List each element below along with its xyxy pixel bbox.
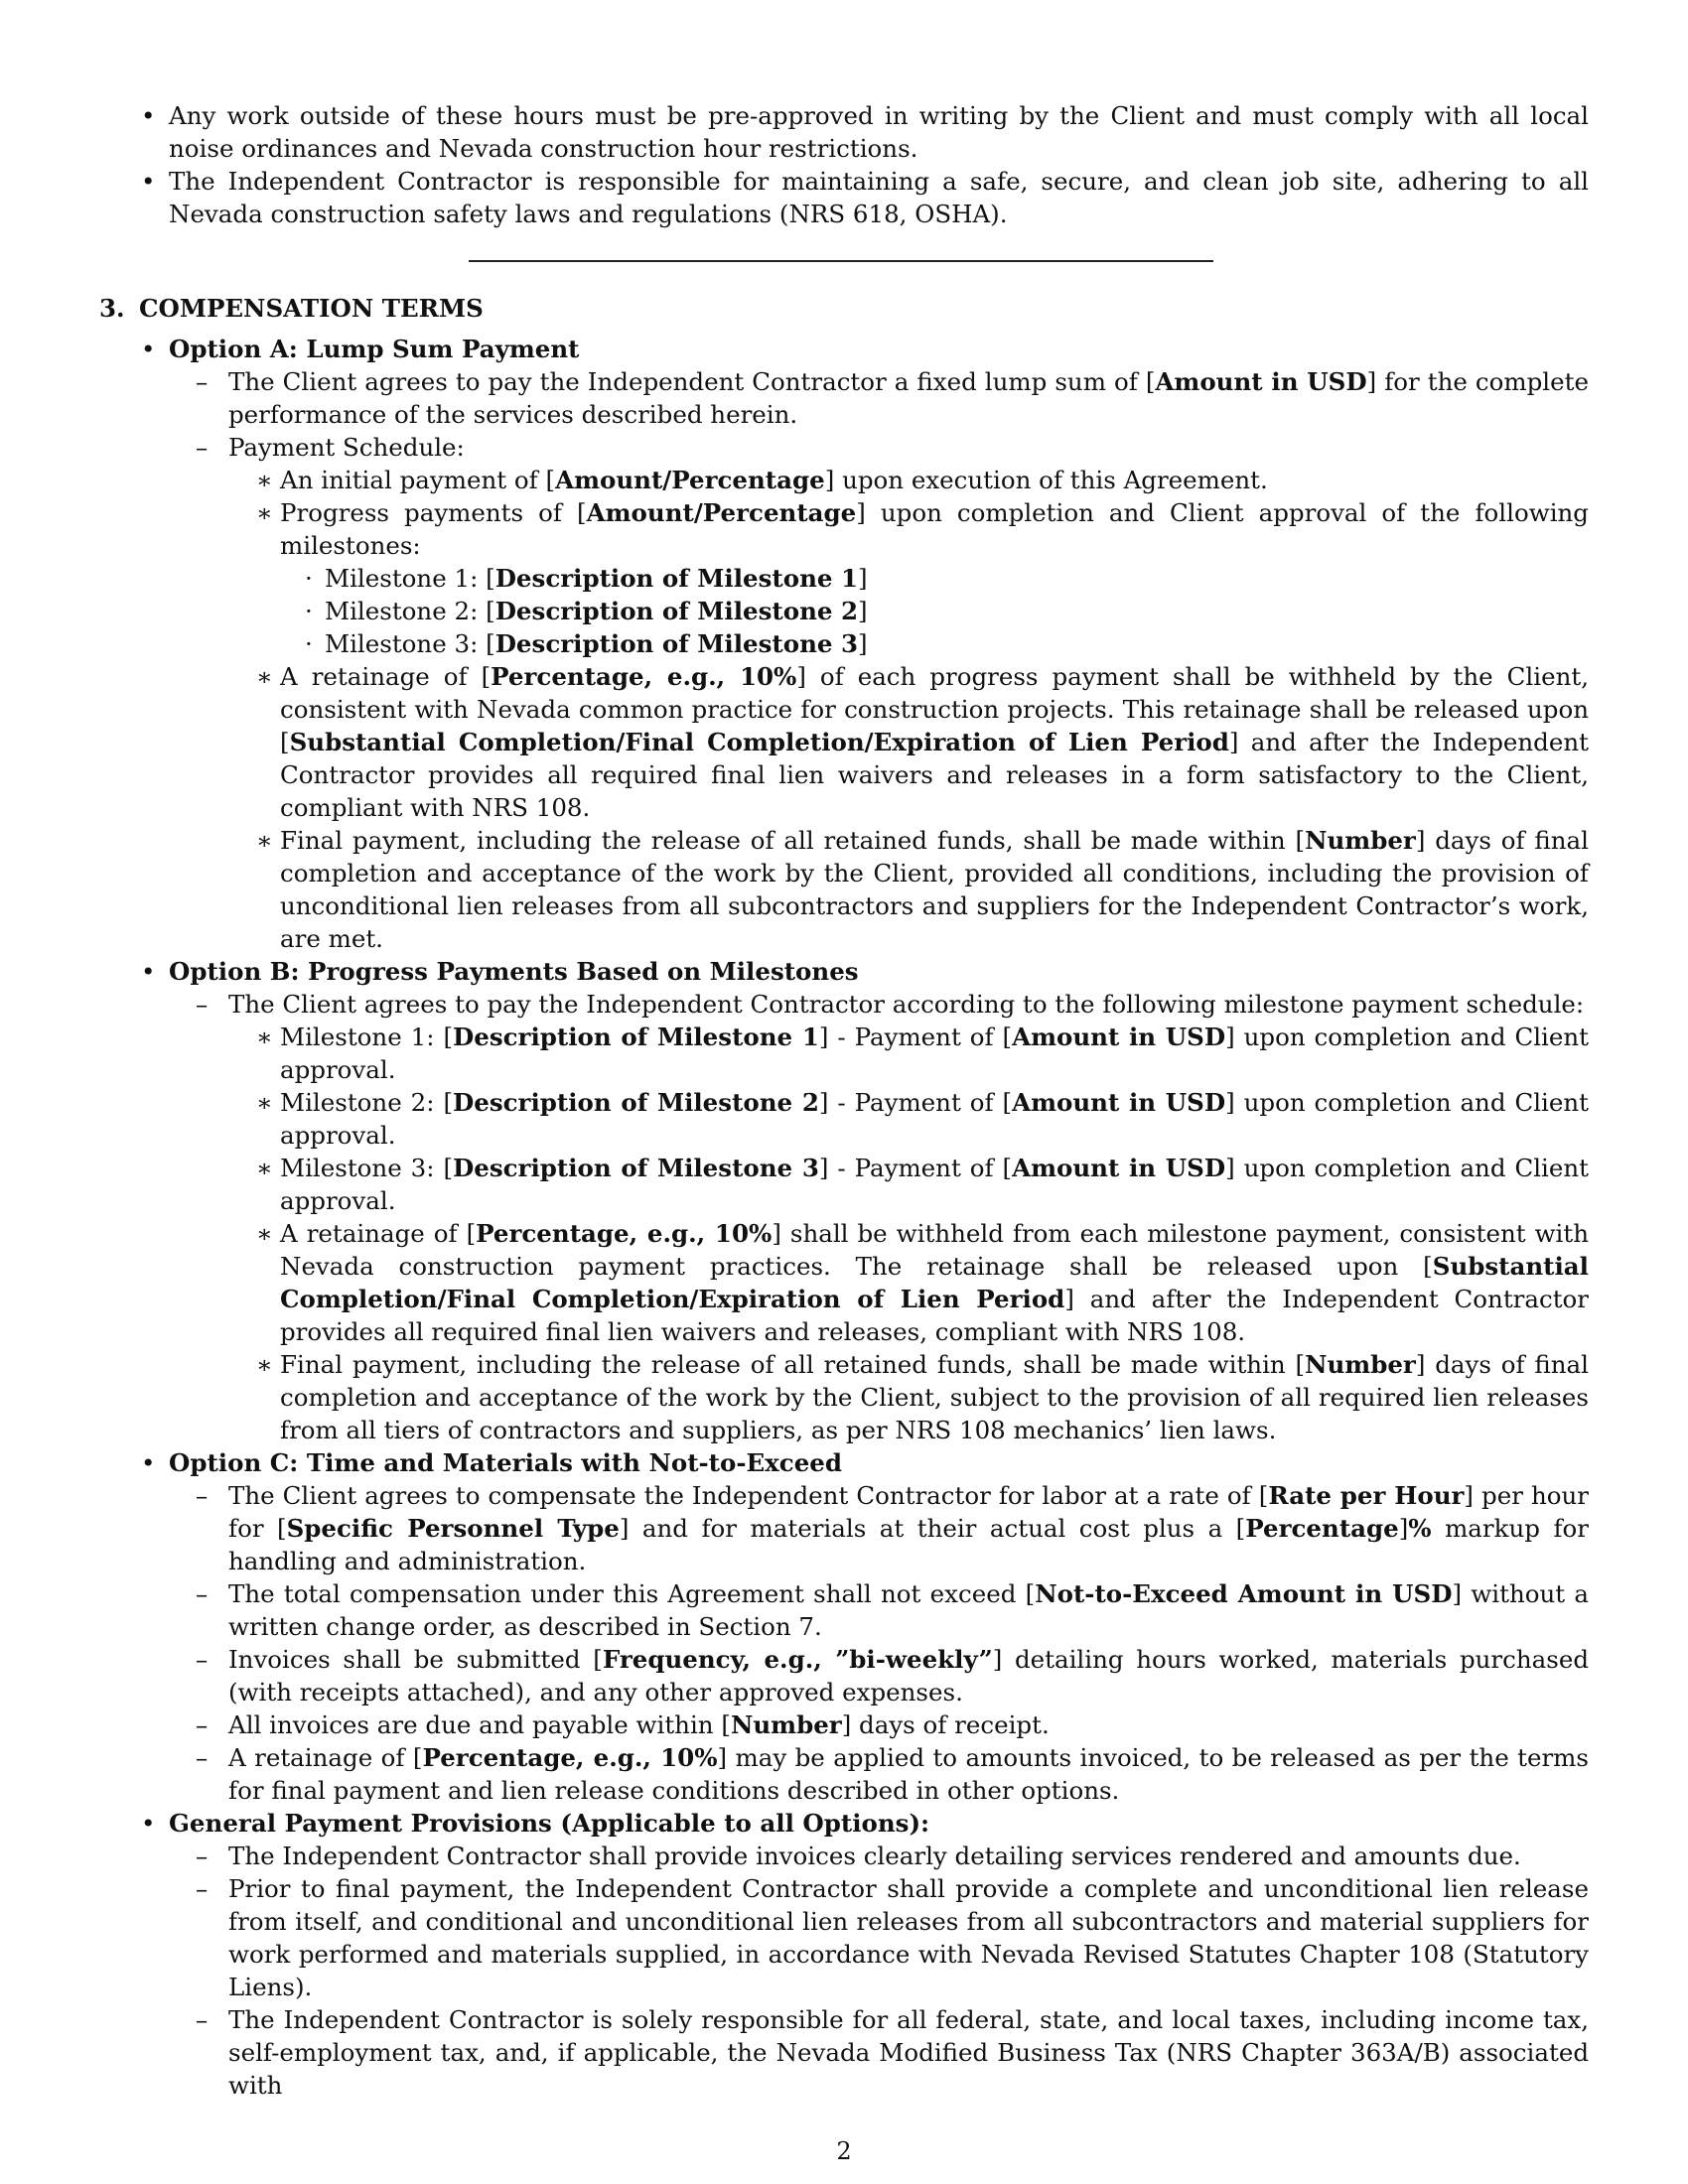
- star-marker: ∗: [256, 1088, 273, 1117]
- star-marker: ∗: [256, 826, 273, 855]
- list-item: ∗ A retainage of [Percentage, e.g., 10%] of each progress payment shall be withheld by the Client, consistent with Nevada common practice for construction projects. This retainage shall be released upon [Substantial Completion/Final Completion/Expiration of Lien Period] and after the Independent Contractor provides all required final lien waivers and releases in a form satisfactory to the Client, compliant with NRS 108.: [256, 662, 1589, 822]
- page-number: 2: [836, 2137, 852, 2165]
- list-item: – The Independent Contractor is solely responsible for all federal, state, and local taxes, including income tax, self-employment tax, and, if applicable, the Nevada Modified Business Tax (NRS Chapter 363A/B) associated with: [196, 2005, 1589, 2100]
- list-item: – All invoices are due and payable within [Number] days of receipt.: [196, 1710, 1050, 1739]
- list-item: – Prior to final payment, the Independent Contractor shall provide a complete and unconditional lien release from itself, and conditional and unconditional lien releases from all subcontractors and material suppliers for work performed and materials supplied, in accordance with Nevada Revised Statutes Chapter 108 (Statutory Liens).: [196, 1874, 1589, 2001]
- list-item: – The Client agrees to compensate the Independent Contractor for labor at a rate of [Rate per Hour] per hour for [Specific Personnel Type] and for materials at their actual cost plus a [Percentage]% markup for handling and administration.: [196, 1481, 1589, 1575]
- compensation-options-list: [99, 333, 1589, 2102]
- dash-marker: –: [196, 1579, 209, 1608]
- bullet-marker: •: [141, 1448, 156, 1477]
- list-item: · Milestone 2: [Description of Milestone 2]: [305, 597, 868, 625]
- general-provisions: [99, 1807, 1589, 2102]
- list-item: • The Independent Contractor is responsible for maintaining a safe, secure, and clean job site, adhering to all Nevada construction safety laws and regulations (NRS 618, OSHA).: [141, 167, 1589, 228]
- list-item: • Any work outside of these hours must be pre-approved in writing by the Client and must comply with all local noise ordinances and Nevada construction hour restrictions.: [141, 101, 1589, 163]
- bullet-marker: •: [141, 101, 156, 130]
- star-marker: ∗: [256, 662, 273, 691]
- star-marker: ∗: [256, 1219, 273, 1248]
- dot-marker: ·: [305, 597, 313, 625]
- list-item: ∗ A retainage of [Percentage, e.g., 10%] shall be withheld from each milestone payment, consistent with Nevada construction payment practices. The retainage shall be released upon [Substantial Completion/Final Completion/Expiration of Lien Period] and after the Independent Contractor provides all required final lien waivers and releases, compliant with NRS 108.: [256, 1219, 1590, 1346]
- list-item: – The Client agrees to pay the Independent Contractor according to the following milestone payment schedule: ∗ Milestone 1: [Description of Milestone 1] - Payment of [Amount in USD] upon completion and Client approval. ∗ Milestone 2: [Description of Milestone 2] - Payment of [Amount in USD] upon completion and Client approval. ∗ Milestone 3: [Description of Milestone 3] - Payment of [Amount in USD] upon completion and Client approval. ∗ A retainage of [Percentage, e.g., 10%] shall be withheld from each milestone payment, consistent with Nevada construction payment practices. The retainage shall be released upon [Substantial Completion/Final Completion/Expiration of Lien Period] and after the Independent Contractor provides all required final lien waivers and releases, compliant with NRS 108. ∗ Final payment, including the release of all retained funds, shall be made within [Number] days of final completion and acceptance of the work by the Client, subject to the provision of all required lien releases from all tiers of contractors and suppliers, as per NRS 108 mechanics’ lien laws.: [196, 990, 1590, 1444]
- dash-marker: –: [196, 1710, 209, 1739]
- payment-schedule: – Payment Schedule: ∗ An initial payment of [Amount/Percentage] upon execution of this Agreement. ∗ Progress payments of [Amount/Percentage] upon completion and Client approval of the following milestones: · Milestone 1: [Description of Milestone 1] · Milestone 2: [Description of Milestone 2] · Milestone 3: [Description of Milestone 3] ∗ A retainage of [Percentage, e.g., 10%] of each progress payment shall be withheld by the Client, consistent with Nevada common practice for construction projects. This retainage shall be released upon [Substantial Completion/Final Completion/Expiration of Lien Period] and after the Independent Contractor provides all required final lien waivers and releases in a form satisfactory to the Client, compliant with NRS 108. ∗ Final payment, including the release of all retained funds, shall be made within [Number] days of final completion and acceptance of the work by the Client, provided all conditions, including the provision of unconditional lien releases from all subcontractors and suppliers for the Independent Contractor’s work, are met.: [196, 433, 1589, 953]
- list-item: – The Independent Contractor shall provide invoices clearly detailing services rendered and amounts due.: [196, 1842, 1521, 1870]
- list-item: – The Client agrees to pay the Independent Contractor a fixed lump sum of [Amount in USD] for the complete performance of the services described herein.: [196, 367, 1589, 429]
- list-item: ∗ An initial payment of [Amount/Percentage] upon execution of this Agreement.: [256, 466, 1268, 494]
- list-item: – Invoices shall be submitted [Frequency, e.g., ”bi-weekly”] detailing hours worked, materials purchased (with receipts attached), and any other approved expenses.: [196, 1645, 1590, 1706]
- dot-marker: ·: [305, 629, 313, 658]
- option-c: [99, 1446, 1589, 1807]
- star-marker: ∗: [256, 1023, 273, 1051]
- page-content: [99, 99, 1589, 2102]
- dash-marker: –: [196, 1743, 209, 1772]
- option-a-title: Option A: Lump Sum Payment: [169, 335, 580, 363]
- option-a: [99, 333, 1589, 955]
- option-b-title: Option B: Progress Payments Based on Milestones: [169, 957, 859, 986]
- dash-marker: –: [196, 2005, 209, 2034]
- dash-marker: –: [196, 367, 209, 396]
- star-marker: ∗: [256, 466, 273, 494]
- list-item: · Milestone 3: [Description of Milestone 3]: [305, 629, 868, 658]
- horizontal-rule: [469, 260, 1213, 262]
- bullet-marker: •: [141, 167, 156, 196]
- dash-marker: –: [196, 1645, 209, 1674]
- section-heading: [99, 292, 1589, 325]
- list-item: ∗ Final payment, including the release of all retained funds, shall be made within [Number] days of final completion and acceptance of the work by the Client, subject to the provision of all required lien releases from all tiers of contractors and suppliers, as per NRS 108 mechanics’ lien laws.: [256, 1350, 1589, 1444]
- list-item: ∗ Milestone 2: [Description of Milestone 2] - Payment of [Amount in USD] upon completion and Client approval.: [256, 1088, 1590, 1150]
- top-bullet-list: [99, 99, 1589, 230]
- section-title: COMPENSATION TERMS: [139, 294, 484, 323]
- bullet-marker: •: [141, 335, 156, 363]
- bullet-marker: •: [141, 957, 156, 986]
- general-provisions-title: General Payment Provisions (Applicable to all Options):: [169, 1809, 930, 1838]
- dash-marker: –: [196, 433, 209, 462]
- option-b: [99, 955, 1589, 1446]
- section-number: 3.: [99, 294, 125, 323]
- dash-marker: –: [196, 1874, 209, 1903]
- option-c-title: Option C: Time and Materials with Not-to-Exceed: [169, 1448, 843, 1477]
- dash-marker: –: [196, 990, 209, 1019]
- dot-marker: ·: [305, 564, 313, 593]
- list-item: – The total compensation under this Agreement shall not exceed [Not-to-Exceed Amount in USD] without a written change order, as described in Section 7.: [196, 1579, 1590, 1641]
- list-item: · Milestone 1: [Description of Milestone 1]: [305, 564, 868, 593]
- star-marker: ∗: [256, 1350, 273, 1379]
- list-item: ∗ Final payment, including the release of all retained funds, shall be made within [Number] days of final completion and acceptance of the work by the Client, provided all conditions, including the provision of unconditional lien releases from all subcontractors and suppliers for the Independent Contractor’s work, are met.: [256, 826, 1589, 953]
- dash-marker: –: [196, 1842, 209, 1870]
- dash-marker: –: [196, 1481, 209, 1510]
- star-marker: ∗: [256, 498, 273, 527]
- bullet-marker: •: [141, 1809, 156, 1838]
- list-item: ∗ Progress payments of [Amount/Percentage] upon completion and Client approval of the following milestones: · Milestone 1: [Description of Milestone 1] · Milestone 2: [Description of Milestone 2] · Milestone 3: [Description of Milestone 3]: [256, 498, 1589, 658]
- list-item: ∗ Milestone 1: [Description of Milestone 1] - Payment of [Amount in USD] upon completion and Client approval.: [256, 1023, 1590, 1084]
- list-item: ∗ Milestone 3: [Description of Milestone 3] - Payment of [Amount in USD] upon completion and Client approval.: [256, 1154, 1590, 1215]
- list-item: – A retainage of [Percentage, e.g., 10%] may be applied to amounts invoiced, to be released as per the terms for final payment and lien release conditions described in other options.: [196, 1743, 1589, 1805]
- star-marker: ∗: [256, 1154, 273, 1182]
